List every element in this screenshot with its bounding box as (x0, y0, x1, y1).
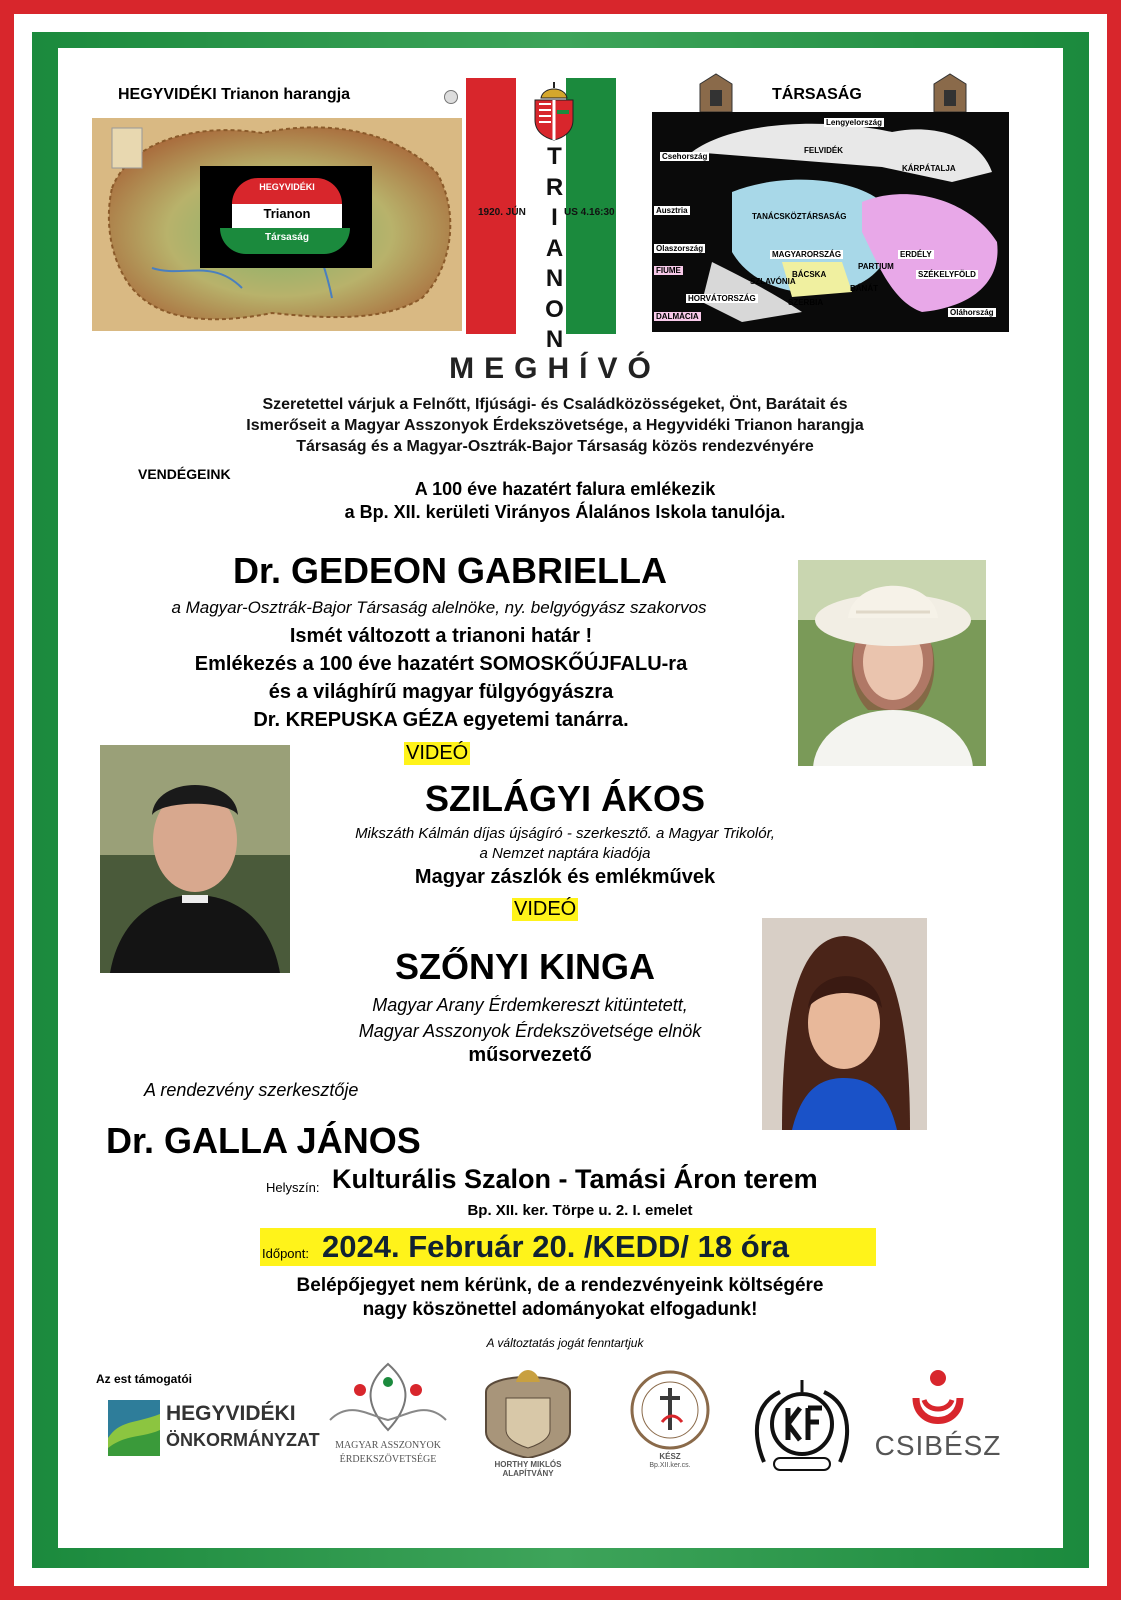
horthy-alapitvany-logo (476, 1362, 580, 1478)
date-left: 1920. JÚN (478, 207, 526, 218)
right-map-image (652, 112, 1009, 332)
mae-line-2: ÉRDEKSZÖVETSÉGE (339, 1454, 437, 1465)
topic-line: Emlékezés a 100 éve hazatért SOMOSKŐÚJFALU-ra (194, 653, 688, 675)
school-line: a Bp. XII. kerületi Virányos Álalános Iskola tanulója. (344, 502, 786, 522)
speaker-2-topic: Magyar zászlók és emlékművek (414, 866, 716, 888)
school-info (220, 478, 910, 524)
kesz-logo (628, 1368, 712, 1472)
speaker-3-name: SZŐNYI KINGA (394, 946, 655, 987)
map-label: SZERBIA (788, 298, 824, 307)
role-line: Mikszáth Kálmán díjas újságíró - szerkesztő. a Magyar Trikolór, (355, 825, 775, 842)
sponsors-label: Az est támogatói (96, 1372, 193, 1386)
map-label: BÁNÁT (850, 284, 878, 293)
header-left-title: HEGYVIDÉKI Trianon harangja (118, 86, 351, 103)
speaker-1-name: Dr. GEDEON GABRIELLA (232, 550, 668, 591)
speaker-1-photo (798, 560, 986, 766)
bell-tower-right-icon (930, 72, 970, 112)
map-label: FIUME (656, 266, 681, 275)
logo-line-1: HEGYVIDÉKI (259, 182, 315, 192)
map-label: FELVIDÉK (804, 146, 843, 155)
bell-icon (444, 90, 458, 104)
guests-label: VENDÉGEINK (138, 466, 231, 482)
entry-note (200, 1274, 920, 1322)
kf-logo (744, 1374, 860, 1474)
header-right-title: TÁRSASÁG (772, 86, 862, 103)
horthy-line-1: HORTHY MIKLÓS (494, 1460, 562, 1469)
map-label: Ausztria (656, 206, 688, 215)
hegyvideki-line-1: HEGYVIDÉKI (166, 1402, 296, 1425)
topic-line: Dr. KREPUSKA GÉZA egyetemi tanárra. (253, 709, 629, 731)
topic-line: Ismét változott a trianoni határ ! (289, 625, 593, 647)
venue-name: Kulturális Szalon - Tamási Áron terem (332, 1164, 818, 1194)
role-line: a Nemzet naptára kiadója (479, 845, 651, 862)
kesz-line-1: KÉSZ (659, 1452, 681, 1461)
entry-line: Belépőjegyet nem kérünk, de a rendezvényeink költségére (296, 1275, 824, 1296)
speaker-3-function: műsorvezető (468, 1044, 592, 1066)
map-label: KÁRPÁTALJA (902, 164, 956, 173)
speaker-2-role (290, 824, 840, 864)
map-label: PARTIUM (858, 262, 894, 271)
time-value: 2024. Február 20. /KEDD/ 18 óra (322, 1229, 789, 1264)
role-line: Magyar Asszonyok Érdekszövetsége elnök (358, 1021, 702, 1041)
map-label: Csehország (662, 152, 708, 161)
map-label: SZÉKELYFÖLD (918, 270, 976, 279)
date-right: US 4.16:30 (564, 207, 615, 218)
venue-label: Helyszín: (266, 1180, 320, 1195)
time-label: Időpont: (262, 1246, 309, 1261)
hegyvideki-line-2: ÖNKORMÁNYZAT (166, 1430, 320, 1450)
speaker-2-name: SZILÁGYI ÁKOS (424, 778, 706, 819)
school-line: A 100 éve hazatért falura emlékezik (414, 479, 716, 499)
logo-line-3: Társaság (265, 232, 309, 243)
map-label: Oláhország (950, 308, 994, 317)
kesz-line-2: Bp.XII.ker.cs. (649, 1462, 691, 1469)
map-label: DALMÁCIA (656, 312, 699, 321)
bell-tower-left-icon (696, 72, 736, 112)
map-label: Olaszország (656, 244, 704, 253)
speaker-1-video-badge: VIDEÓ (406, 742, 469, 764)
trianon-vertical-text: T R I A N O N (545, 143, 565, 353)
flag-red-stripe (466, 78, 516, 334)
editor-label: A rendezvény szerkesztője (144, 1080, 359, 1100)
magyar-asszonyok-logo (320, 1360, 456, 1470)
editor-name: Dr. GALLA JÁNOS (106, 1120, 421, 1161)
mae-line-1: MAGYAR ASSZONYOK (335, 1440, 441, 1451)
map-label: Lengyelország (826, 118, 883, 127)
speaker-3-photo (762, 918, 927, 1130)
intro-line: Társaság és a Magyar-Osztrák-Bajor Társaság közös rendezvényére (296, 438, 814, 455)
coat-of-arms-icon (525, 82, 583, 142)
venue-address: Bp. XII. ker. Törpe u. 2. I. emelet (467, 1202, 693, 1219)
csibesz-text: CSIBÉSZ (874, 1430, 1002, 1461)
role-line: Magyar Arany Érdemkereszt kitüntetett, (372, 995, 688, 1015)
hegyvideki-onkormanyzat-logo (106, 1398, 320, 1460)
invitation-intro (160, 394, 950, 457)
intro-line: Ismerőseit a Magyar Asszonyok Érdekszövetsége, a Hegyvidéki Trianon harangja (246, 417, 864, 434)
map-label: HORVÁTORSZÁG (688, 294, 756, 303)
disclaimer: A változtatás jogát fenntartjuk (486, 1336, 644, 1350)
speaker-2-video-badge: VIDEÓ (514, 898, 577, 920)
trianon-society-logo (200, 166, 372, 268)
map-label: MAGYARORSZÁG (772, 250, 842, 259)
topic-line: és a világhírű magyar fülgyógyászra (268, 681, 614, 703)
intro-line: Szeretettel várjuk a Felnőtt, Ifjúsági- és Családközösségeket, Önt, Barátait és (262, 396, 848, 413)
entry-line: nagy köszönettel adományokat elfogadunk! (362, 1299, 758, 1320)
logo-line-2: Trianon (263, 206, 311, 221)
speaker-1-role: a Magyar-Osztrák-Bajor Társaság alelnöke, ny. belgyógyász szakorvos (171, 598, 707, 617)
map-label: BÁCSKA (792, 270, 827, 279)
speaker-1-topic (96, 622, 786, 734)
horthy-line-2: ALAPÍTVÁNY (502, 1469, 554, 1478)
map-label: ERDÉLY (900, 250, 932, 259)
map-label: TANÁCSKÖZTÁRSASÁG (752, 212, 847, 221)
speaker-3-role (300, 992, 760, 1044)
speaker-2-photo (100, 745, 290, 973)
invitation-title: MEGHÍVÓ (449, 352, 661, 385)
map-label: SZLAVÓNIA (750, 277, 796, 286)
csibesz-logo (868, 1368, 1008, 1468)
